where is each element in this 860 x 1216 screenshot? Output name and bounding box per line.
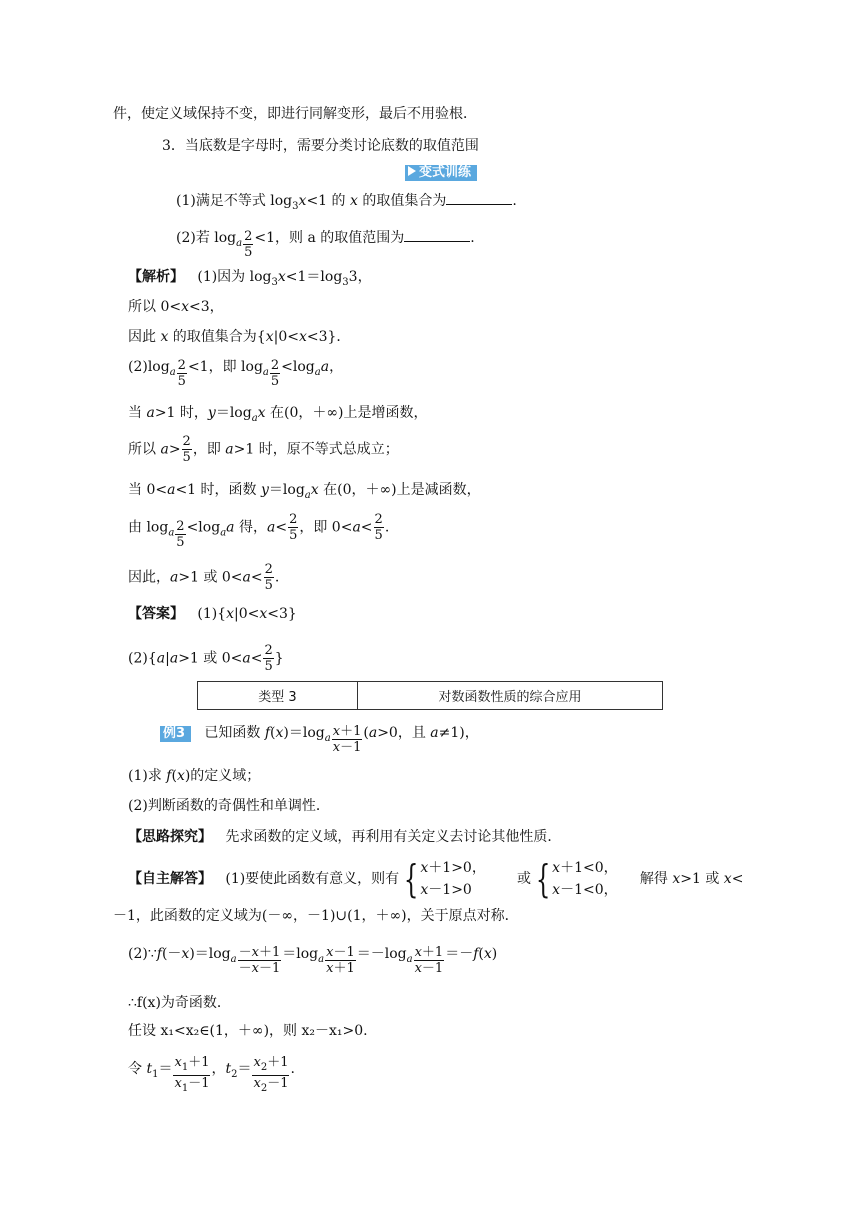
play-icon [408, 166, 416, 176]
type-header-table [197, 681, 663, 710]
solution-line: 当 a>1 时，$y=\log_ax$ 在(0，＋∞)上是增函数， [128, 405, 428, 424]
solution-line: 因此 x 的取值集合为{x|0<x<3}． [128, 329, 351, 345]
paragraph-line: 件，使定义域保持不变，即进行同解变形，最后不用验根． [113, 106, 477, 122]
self-solution-line: $(2)\because f(-x)=\log_a$ $\frac{-x+1}{-x-1}$ $=\log_a$ $\frac{x-1}{x+1}$ $=-\log_a$ $\frac{x+1}{x-1}$ ＝－f(x) [128, 945, 498, 976]
solution-heading: 【解析】 (1)因为 $\log_3x<1=\log_33$， [128, 269, 372, 288]
type-title: 对数函数性质的综合应用 [438, 690, 582, 705]
approach-line: 【思路探究】 先求函数的定义域，再利用有关定义去讨论其他性质． [128, 829, 562, 845]
example-3: 例3 已知函数 $f(x)=\log_a$ $\frac{x+1}{x-1}$ (a>0，且 a≠1)， [160, 724, 479, 755]
paragraph-line: 3．当底数是字母时，需要分类讨论底数的取值范围 [162, 138, 479, 154]
answer-heading: 【答案】 (1){x|0<x<3} [128, 606, 297, 622]
type-label: 类型 3 [198, 682, 358, 709]
variant-training-tag: 变式训练 [405, 163, 477, 181]
solution-line: 由 $\log_a$ $\frac{2}{5}$ $<\log_aa$ 得，a< $\frac{2}{5}$ ，即 0<a< $\frac{2}{5}$ . [128, 512, 390, 550]
self-solution-line: 【自主解答】 (1)要使此函数有意义，则有 { x＋1>0， x－1>0 或 { x＋1<0， x－1<0， 解得 x>1 或 x< [128, 857, 744, 901]
self-solution-line: 任设 x₁<x₂∈(1，＋∞)，则 x₂－x₁>0. [128, 1023, 368, 1039]
question-2: (2)若 $\log_a$ $\frac{2}{5}$ <1，则 a 的取值范围为 . [176, 229, 475, 260]
example-part: (1)求 f(x)的定义域； [128, 768, 261, 784]
solution-line: 因此，a>1 或 0<a< $\frac{2}{5}$ . [128, 562, 280, 593]
solution-line: $(2)\log_a$ $\frac{2}{5}$ <1，即 $\log_a$ $\frac{2}{5}$ $<\log_aa$， [128, 358, 344, 389]
self-solution-line: 令 $t_1=$ $\frac{x_1+1}{x_1-1}$ ，$t_2=$ $\frac{x_2+1}{x_2-1}$ . [128, 1055, 295, 1094]
self-solution-line: －1，此函数的定义域为(－∞，－1)∪(1，＋∞)，关于原点对称． [113, 908, 519, 924]
solution-line: 当 0<a<1 时，函数 $y=\log_ax$ 在(0，＋∞)上是减函数， [128, 482, 481, 501]
solution-line: 所以 0<x<3， [128, 299, 224, 315]
answer-line: (2){a|a>1 或 0<a< $\frac{2}{5}$ } [128, 643, 284, 674]
self-solution-line: ∴f(x)为奇函数． [128, 995, 231, 1011]
question-1: (1)满足不等式 $\log_3x<1$ 的 x 的取值集合为 . [176, 193, 517, 212]
example-part: (2)判断函数的奇偶性和单调性． [128, 798, 330, 814]
solution-line: 所以 a> $\frac{2}{5}$ ，即 a>1 时，原不等式总成立； [128, 434, 399, 465]
example-tag: 例3 [160, 726, 191, 742]
